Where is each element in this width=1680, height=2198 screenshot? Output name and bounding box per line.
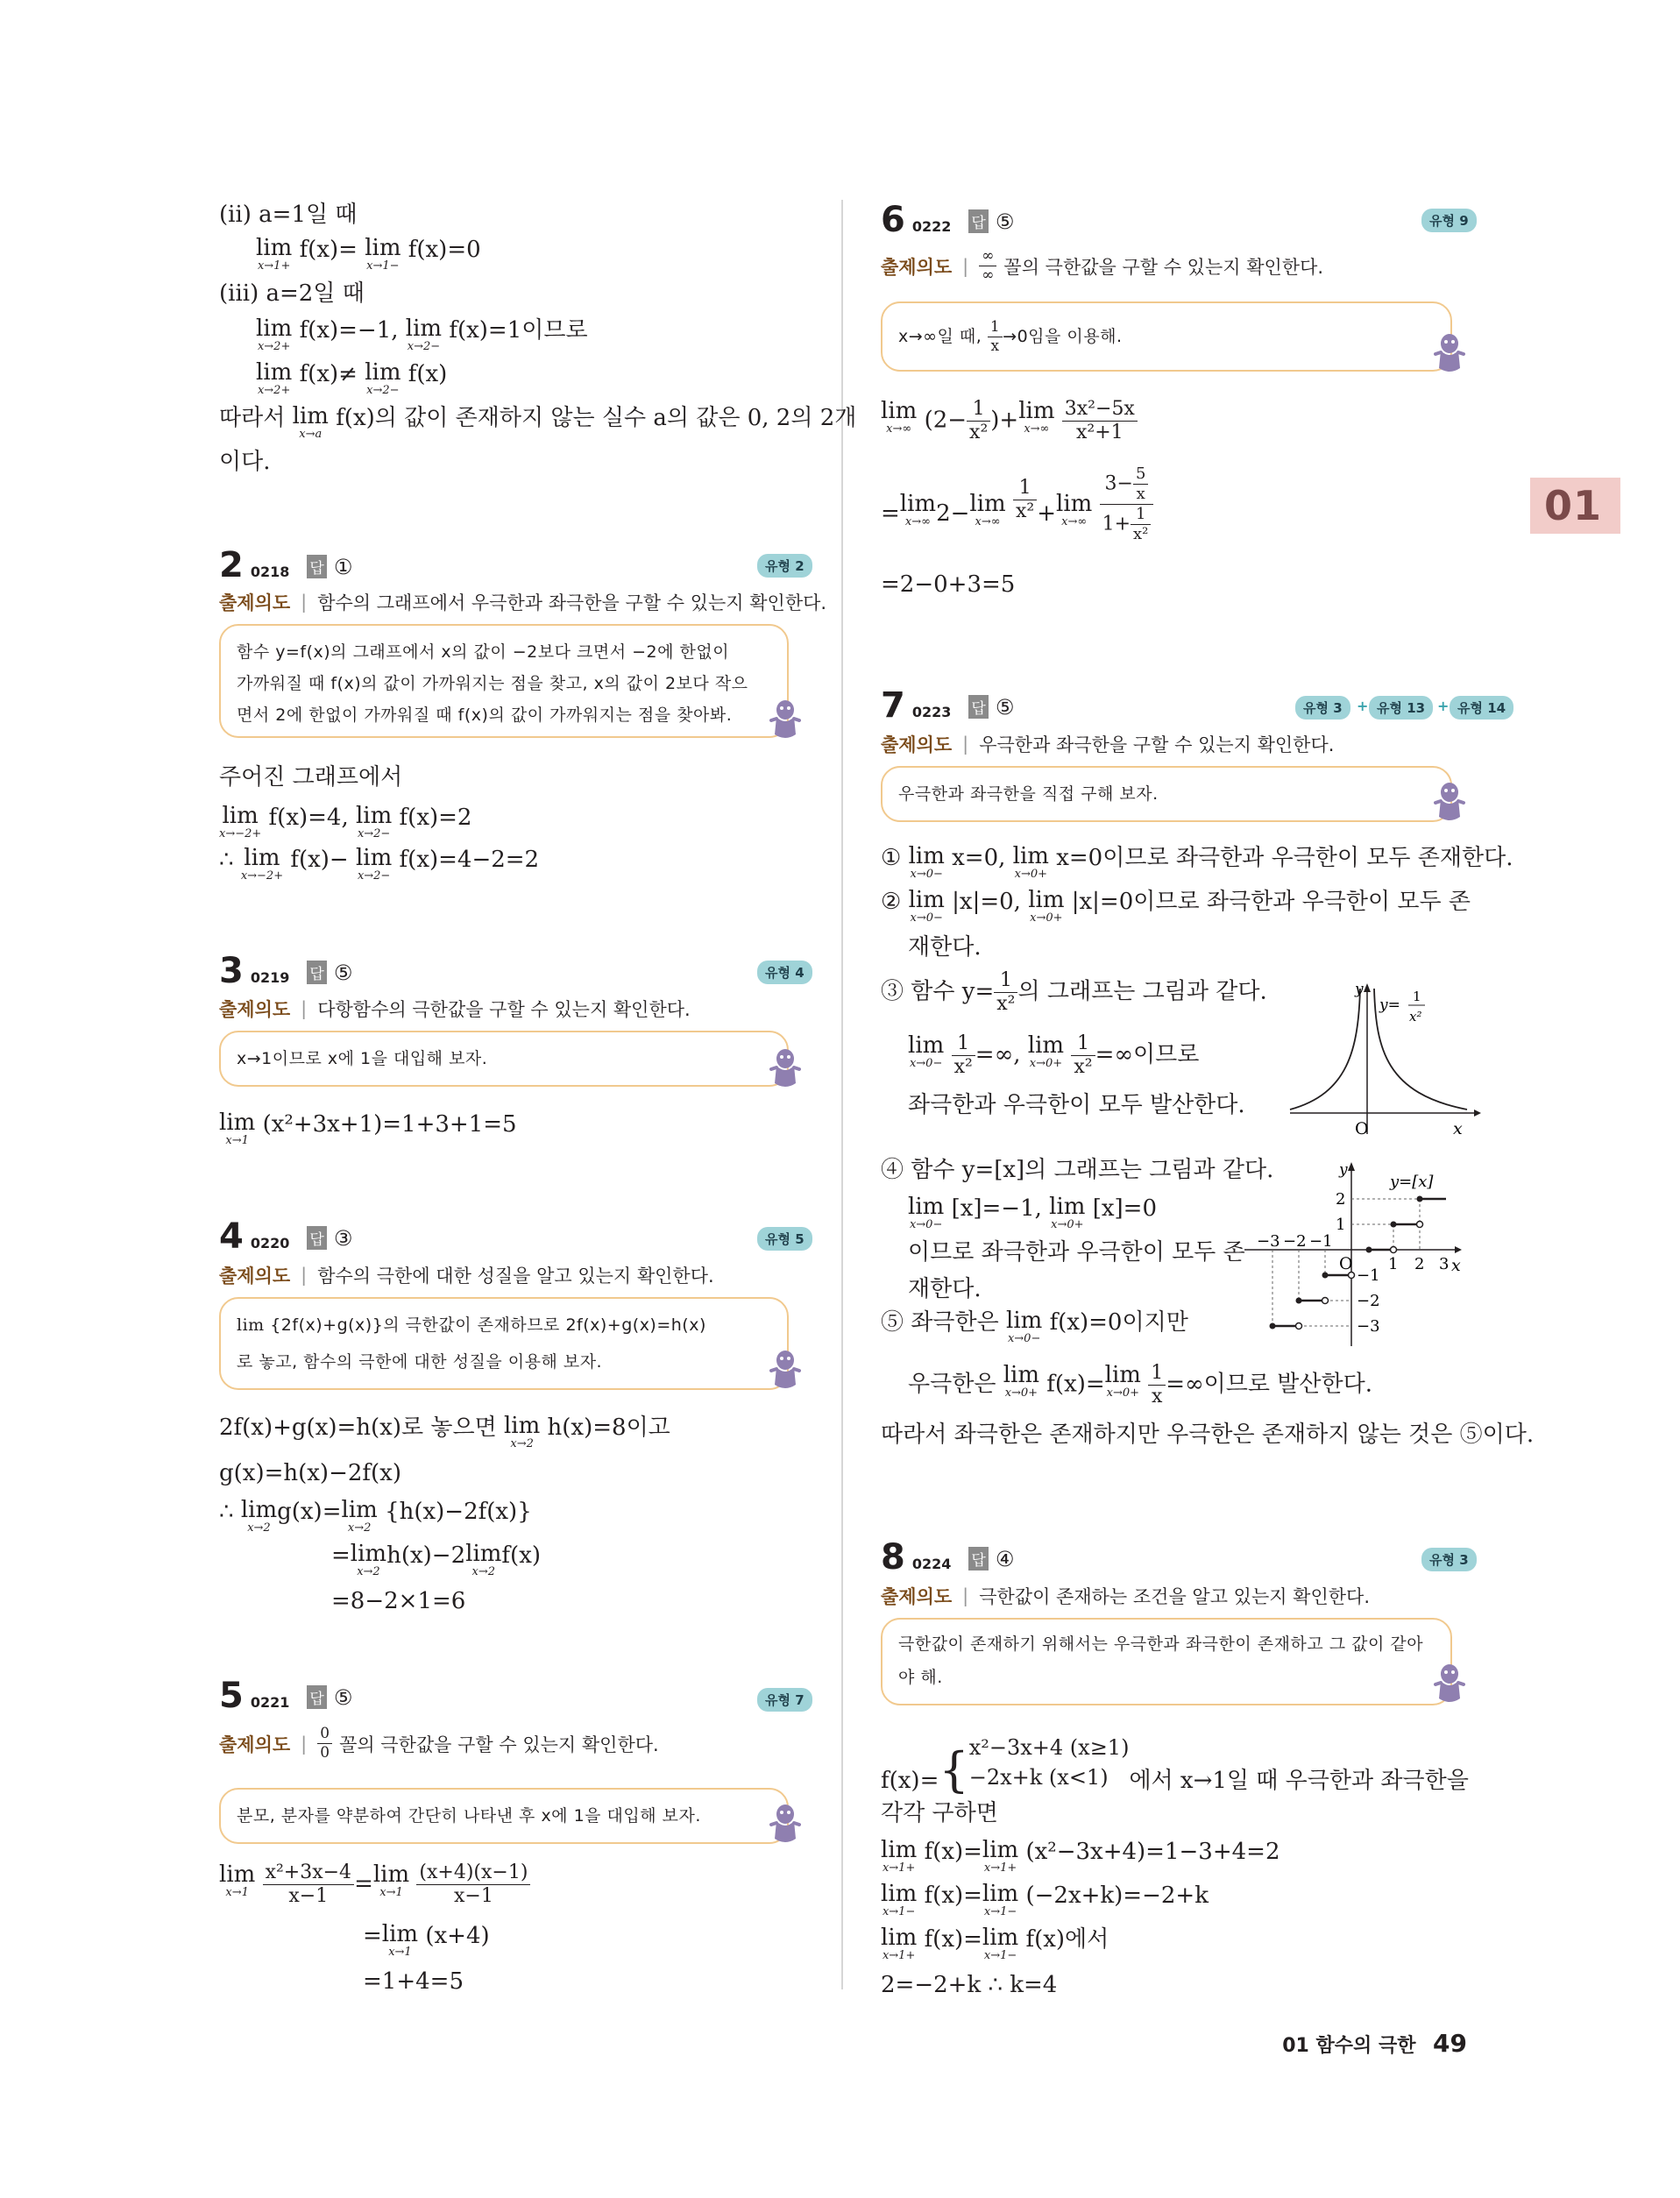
y-axis-arrow [1364,983,1371,992]
answer-value: ⑤ [333,1685,353,1710]
question-4-header [219,1216,352,1257]
intent-text: 꼴의 극한값을 구할 수 있는지 확인한다. [1003,256,1324,278]
q6-sol-1: lim x→∞ (2− $\frac{1}{\text{x²}}$ )+ lim x→∞ $\frac{\text{3x²−5x}}{\text{x²+1}}$ [881,400,1138,443]
question-code: 0221 [250,1694,290,1711]
question-7-header [881,685,1014,726]
intent-label: 출제의도 [219,592,291,613]
intent-text: 꼴의 극한값을 구할 수 있는지 확인한다. [339,1734,659,1755]
hint-text: x→1이므로 x에 1을 대입해 보자. [237,1049,488,1068]
footer-chapter: 01 함수의 극한 [1282,2035,1416,2057]
x-axis-label: x [1453,1119,1463,1138]
answer-label: 답 [307,1685,326,1709]
question-code: 0224 [911,1556,952,1572]
type-badge: 유형 3 [1295,696,1350,720]
prev-line-2: lim x→1+ f(x)= lim x→1− f(x)=0 [256,235,481,273]
hint-box [881,1618,1452,1705]
intent-row: 출제의도 | 다항함수의 극한값을 구할 수 있는지 확인한다. [219,996,691,1022]
fraction: $\frac{\infty}{\infty}$ [979,249,996,283]
hint-box [219,1031,789,1087]
question-number: 8 [881,1537,905,1578]
intent-row: 출제의도 | 함수의 그래프에서 우극한과 좌극한을 구할 수 있는지 확인한다. [219,589,826,615]
x-tick: 3 [1439,1255,1450,1273]
q8-sol-2: 각각 구하면 [881,1800,998,1826]
hint-text: 극한값이 존재하기 위해서는 우극한과 좌극한이 존재하고 그 값이 같아 [898,1634,1424,1654]
question-code: 0218 [250,564,290,580]
q7-option-3-result: 좌극한과 우극한이 모두 발산한다. [908,1092,1245,1118]
mascot-icon [1434,782,1465,824]
x-tick: −3 [1257,1232,1280,1251]
prev-line-1: (ii) a=1일 때 [219,202,358,228]
q7-option-2: ② lim x→0− |x|=0, lim x→0+ |x|=0이므로 좌극한과 우극한이 모두 존 [881,887,1471,925]
curve-left-branch [1290,989,1360,1110]
q2-sol-1: 주어진 그래프에서 [219,764,403,791]
q7-option-4-cont: 이므로 좌극한과 우극한이 모두 존 [908,1239,1245,1266]
origin-label: O [1355,1119,1369,1138]
question-code: 0223 [911,704,952,720]
q7-option-4: ④ 함수 y=[x]의 그래프는 그림과 같다. [881,1157,1274,1183]
answer-label: 답 [968,209,988,233]
q6-sol-3: =2−0+3=5 [881,571,1016,598]
q8-sol-4: lim x→1− f(x)= lim x→1− (−2x+k)=−2+k [881,1881,1209,1918]
prev-line-6: 따라서 lim x→a f(x)의 값이 존재하지 않는 실수 a의 값은 0, 2의 2개 [219,403,857,441]
y-tick: −3 [1357,1317,1380,1336]
intent-label: 출제의도 [219,1266,291,1287]
type-badge: 유형 13 [1369,696,1433,720]
y-axis-arrow [1348,1162,1355,1171]
q4-sol-4: = lim x→2 h(x)−2 lim x→2 f(x) [331,1541,541,1578]
answer-value: ⑤ [995,695,1015,720]
mascot-icon [769,1804,801,1846]
q2-sol-3: ∴ lim x→−2+ f(x)− lim x→2− f(x)=4−2=2 [219,845,540,883]
intent-row: 출제의도 | 우극한과 좌극한을 구할 수 있는지 확인한다. [881,731,1334,757]
prev-line-3: (iii) a=2일 때 [219,280,365,307]
answer-label: 답 [968,1547,988,1571]
answer-label: 답 [307,961,326,984]
q5-sol-2: = lim x→1 (x+4) [363,1921,490,1959]
q5-sol-1: lim x→1 $\frac{\text{x²+3x−4}}{x-1}$ = lim x→1 $\frac{(x+4)(x-1)}{x-1}$ [219,1863,530,1906]
question-3-header [219,951,352,991]
question-5-header [219,1676,352,1716]
hint-text: 함수 y=f(x)의 그래프에서 x의 값이 −2보다 크면서 −2에 한없이 [237,642,730,662]
question-2-header [219,545,352,585]
plus-sign: + [1437,698,1450,714]
fraction: $\frac{0}{0}$ [317,1726,332,1761]
hint-box [219,624,789,738]
type-badge: 유형 4 [757,961,812,984]
q4-sol-2: g(x)=h(x)−2f(x) [219,1460,401,1486]
curve-label-denominator: x² [1409,1009,1422,1025]
type-badge: 유형 2 [757,554,812,578]
q3-sol-1: lim x→1 (x²+3x+1)=1+3+1=5 [219,1110,517,1147]
intent-label: 출제의도 [219,1734,291,1755]
intent-label: 출제의도 [881,256,953,278]
hint-box [881,766,1452,822]
intent-text: 극한값이 존재하는 조건을 알고 있는지 확인한다. [979,1586,1371,1607]
intent-label: 출제의도 [881,1586,953,1607]
intent-text: 다항함수의 극한값을 구할 수 있는지 확인한다. [317,999,691,1020]
intent-label: 출제의도 [219,999,291,1020]
type-badge: 유형 3 [1421,1548,1477,1571]
hint-text: 우극한과 좌극한을 직접 구해 보자. [898,784,1159,804]
x-tick: −1 [1309,1232,1333,1251]
type-badge: 유형 5 [757,1227,812,1251]
question-8-header [881,1537,1014,1578]
y-tick: 1 [1336,1216,1346,1234]
hint-text: 가까워질 때 f(x)의 값이 가까워지는 점을 찾고, x의 값이 2보다 작으 [237,674,748,693]
curve-label: y= [1379,996,1400,1014]
intent-label: 출제의도 [881,734,953,755]
intent-row: 출제의도 | 극한값이 존재하는 조건을 알고 있는지 확인한다. [881,1583,1370,1609]
hint-text: 로 놓고, 함수의 극한에 대한 성질을 이용해 보자. [237,1352,603,1372]
q5-sol-3: =1+4=5 [363,1968,464,1995]
intent-text: 함수의 극한에 대한 성질을 알고 있는지 확인한다. [317,1266,714,1287]
intent-row: 출제의도 | $\frac{0}{0}$ 꼴의 극한값을 구할 수 있는지 확인한다. [219,1725,659,1762]
origin-label: O [1339,1254,1353,1273]
question-code: 0222 [911,218,952,235]
y-axis-label: y [1339,1161,1348,1179]
mascot-icon [1434,333,1465,375]
q8-sol-6: 2=−2+k ∴ k=4 [881,1972,1058,1998]
x-axis-label: x [1451,1256,1461,1275]
answer-label: 답 [968,695,988,719]
hint-text: 분모, 분자를 약분하여 간단히 나타낸 후 x에 1을 대입해 보자. [237,1806,701,1826]
page-number: 49 [1433,2029,1467,2058]
q7-option-4-cont2: 재한다. [908,1276,982,1302]
x-tick: −2 [1283,1232,1307,1251]
q8-sol-3: lim x→1+ f(x)= lim x→1+ (x²−3x+4)=1−3+4=2 [881,1837,1280,1875]
answer-label: 답 [307,1226,326,1250]
intent-text: 우극한과 좌극한을 구할 수 있는지 확인한다. [979,734,1335,755]
answer-value: ③ [333,1226,353,1251]
x-axis-arrow [1455,1246,1462,1253]
question-code: 0219 [250,969,290,986]
y-tick: 2 [1336,1190,1346,1209]
question-number: 2 [219,545,244,585]
reciprocal-square-graph [1287,980,1486,1138]
y-tick: −2 [1357,1292,1380,1310]
q8-sol-5: lim x→1+ f(x)= lim x→1− f(x)에서 [881,1925,1109,1962]
intent-text: 함수의 그래프에서 우극한과 좌극한을 구할 수 있는지 확인한다. [317,592,827,613]
mascot-icon [769,1350,801,1392]
q7-option-3: ③ 함수 y= $\frac{1}{\text{x²}}$ 의 그래프는 그림과 같다. [881,969,1267,1015]
question-number: 3 [219,951,244,991]
intent-row: 출제의도 | $\frac{\infty}{\infty}$ 꼴의 극한값을 구할 수 있는지 확인한다. [881,247,1324,284]
q7-option-1: ① lim x→0− x=0, lim x→0+ x=0이므로 좌극한과 우극한이 모두 존재한다. [881,843,1513,881]
mascot-icon [1434,1663,1465,1705]
y-axis-label: y [1355,981,1364,998]
hint-text: 야 해. [898,1668,943,1687]
chapter-tab [1530,478,1620,534]
q4-sol-3: ∴ lim x→2 g(x)= lim x→2 {h(x)−2f(x)} [219,1497,532,1535]
x-tick: 1 [1388,1255,1399,1273]
question-number: 6 [881,200,905,240]
question-number: 5 [219,1676,244,1716]
type-badge: 유형 14 [1450,696,1513,720]
page-footer [1282,2029,1467,2058]
mascot-icon [769,1048,801,1090]
lim-expr: lim x→1− [365,235,401,273]
q7-conclusion: 따라서 좌극한은 존재하지만 우극한은 존재하지 않는 것은 ⑤이다. [881,1422,1535,1448]
hint-text: x→∞일 때, $\frac{1}{x}$ →0임을 이용해. [898,318,1123,355]
hint-text: lim {2f(x)+g(x)}의 극한값이 존재하므로 2f(x)+g(x)=h(x) [237,1315,706,1335]
question-number: 4 [219,1216,244,1257]
hint-box [881,301,1452,372]
hint-box [219,1297,789,1390]
lim-expr: lim x→1+ [256,235,293,273]
type-badge: 유형 7 [757,1688,812,1712]
q8-sol-1: f(x)={ x²−3x+4 (x≥1) −2x+k (x<1) 에서 x→1일 때 우극한과 좌극한을 [881,1735,1469,1797]
chapter-tab-label: 01 [1544,482,1603,529]
q6-sol-2: = lim x→∞ 2− lim x→∞ $\frac{1}{\text{x²}}$ + lim x→∞ 3− $\frac{5}{x}$ 1+ $\frac{1}{\text{x²}}$ [881,466,1153,542]
x-axis-arrow [1474,1110,1481,1117]
answer-value: ④ [995,1547,1015,1571]
curve-label-numerator: 1 [1413,989,1421,1004]
floor-function-graph [1241,1155,1469,1351]
q7-option-4-lim: lim x→0− [x]=−1, lim x→0+ [x]=0 [908,1194,1157,1231]
question-code: 0220 [250,1235,290,1251]
mascot-icon [769,699,801,741]
q7-option-2-cont: 재한다. [908,934,982,961]
question-number: 7 [881,685,905,726]
q4-sol-5: =8−2×1=6 [331,1588,466,1614]
prev-line-7: 이다. [219,449,271,475]
type-badge: 유형 9 [1421,209,1477,232]
question-6-header [881,200,1014,240]
hint-text: 면서 2에 한없이 가까워질 때 f(x)의 값이 가까워지는 점을 찾아봐. [237,705,733,725]
column-divider [841,200,843,1989]
q2-sol-2: lim x→−2+ f(x)=4, lim x→2− f(x)=2 [219,803,472,840]
q4-sol-1: 2f(x)+g(x)=h(x)로 놓으면 lim x→2 h(x)=8이고 [219,1413,670,1450]
answer-value: ⑤ [333,961,353,985]
q7-option-3-lim: lim x→0− $\frac{1}{\text{x²}}$ =∞, lim x→0+ $\frac{1}{\text{x²}}$ =∞이므로 [908,1032,1200,1078]
answer-label: 답 [307,555,326,578]
plus-sign: + [1357,698,1369,714]
intent-row: 출제의도 | 함수의 극한에 대한 성질을 알고 있는지 확인한다. [219,1262,714,1288]
prev-line-5: lim x→2+ f(x)≠ lim x→2− f(x) [256,359,448,397]
y-tick: −1 [1357,1266,1380,1285]
hint-box [219,1788,789,1844]
step-label: y=[x] [1390,1173,1434,1191]
prev-line-4: lim x→2+ f(x)=−1, lim x→2− f(x)=1이므로 [256,316,588,353]
answer-value: ① [333,555,353,579]
q7-option-5-cont: 우극한은 lim x→0+ f(x)= lim x→0+ $\frac{1}{x}$ =∞이므로 발산한다. [908,1362,1373,1407]
x-tick: 2 [1414,1255,1425,1273]
answer-value: ⑤ [995,209,1015,234]
q7-option-5: ⑤ 좌극한은 lim x→0− f(x)=0이지만 [881,1308,1188,1345]
